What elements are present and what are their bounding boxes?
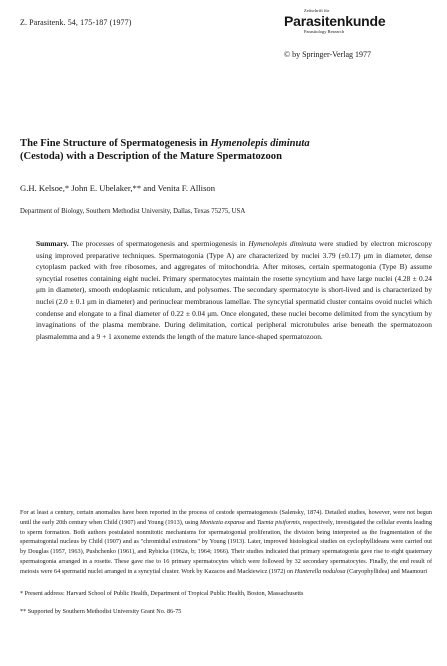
journal-citation: Z. Parasitenk. 54, 175-187 (1977) (20, 18, 132, 27)
summary-label: Summary. (36, 239, 69, 248)
introduction-paragraph: For at least a century, certain anomalies have been reported in the process of cestode spermatogenesis (Salensky, 1874). Detailed studies, however, were not begun until the early 20th century when Child (1907) and Young (1913), using Moniezia expansa and Taenia pisiformis, respectively, investigated the cellular events leading to sperm formation. Both authors postulated nonmitotic mechanisms for spermatogonial proliferation, the division being interpreted as the fragmentation of the spermatogonial nucleus by Child (1907) and as "chromidial extrusions" by Young (1913). Later, improved histological studies on cyclophyllideans were carried out by Douglas (1957, 1963), Pushchenko (1961), and Rybicka (1962a, b; 1964; 1966). Their studies indicated that primary spermatogonia gave rise to eight quaternary spermatogonia arranged in a rosette. These gave rise to 16 primary spermatocytes which were followed by 32 secondary spermatocytes. Finally, the end result of meiosis were 64 spermatid nuclei arranged in a syncytial cluster. Work by Kazacos and Mackiewicz (1972) on Hunterella nodulosa (Caryophyllidea) and Maamouri (20, 509, 432, 575)
article-title (20, 137, 430, 163)
author-affiliation: Department of Biology, Southern Methodist University, Dallas, Texas 75275, USA (20, 208, 246, 215)
journal-name: Parasitenkunde (284, 13, 386, 29)
abstract-summary: Summary. The processes of spermatogenesis and spermiogenesis in Hymenolepis diminuta were studied by electron microscopy using improved preparative techniques. Spermatogonia (Type A) are characterized by nuclei 3.79 (±0.17) μm in diameter, dense cytoplasm packed with free ribosomes, and aggregates of mitochondria. After mitoses, certain spermatogonia (Type B) assume syncytial rosettes containing eight nuclei. Primary spermatocytes maintain the rosette syncytium and have large nuclei (4.28 ± 0.24 μm in diameter), smooth endoplasmic reticulum, and polysomes. The secondary spermatocyte is short-lived and is characterized by nuclei (2.0 ± 0.1 μm in diameter) and perinuclear membranous lamellae. The syncytial spermatid cluster contains ovoid nuclei which condense and elongate to a final diameter of 0.22 ± 0.04 μm. Once elongated, these nuclei become delimited from the syncytium by invaginations of the plasma membrane. During delimitation, cortical peripheral microtubules arise beneath the spermatozoon plasmalemma and a 9 + 1 axoneme extends the length of the mature lance-shaped spermatozoon. (36, 239, 432, 341)
title-species: Hymenolepis diminuta (210, 138, 310, 149)
footnote-grant: ** Supported by Southern Methodist University Grant No. 86-75 (20, 608, 182, 615)
masthead-small-text: Zeitschrift für (304, 8, 330, 13)
masthead-subtitle: Parasitology Research (304, 29, 345, 34)
journal-masthead (284, 8, 434, 59)
author-list: G.H. Kelsoe,* John E. Ubelaker,** and Venita F. Allison (20, 183, 216, 193)
footnote-address: * Present address: Harvard School of Public Health, Department of Tropical Public Health, Boston, Massachusetts (20, 590, 304, 597)
title-text-line2: (Cestoda) with a Description of the Mature Spermatozoon (20, 151, 282, 162)
title-text: The Fine Structure of Spermatogenesis in (20, 138, 211, 149)
copyright-notice: © by Springer-Verlag 1977 (284, 50, 372, 59)
